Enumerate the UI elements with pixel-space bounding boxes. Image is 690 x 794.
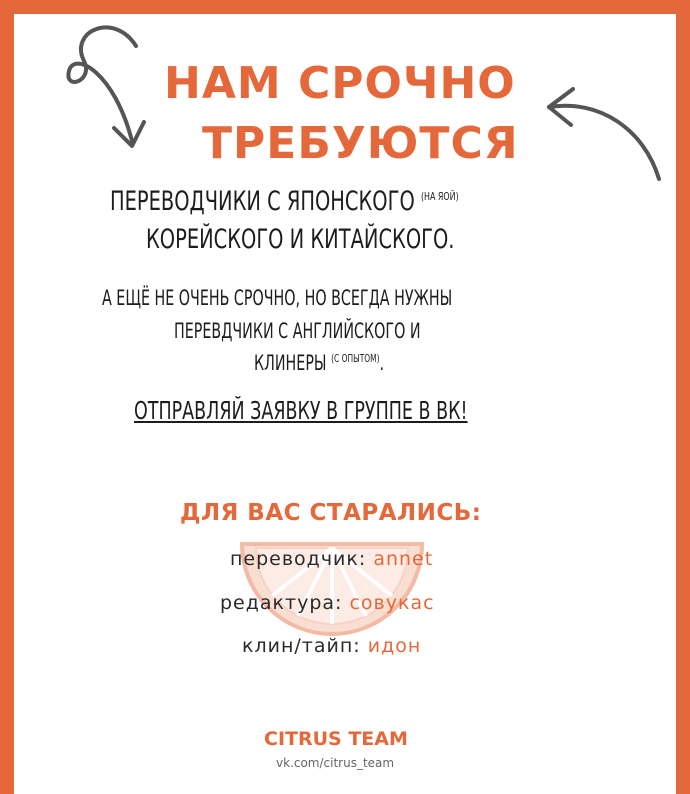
curly-arrow-left-icon xyxy=(54,16,164,156)
extra-line-3-text: КЛИНЕРЫ xyxy=(254,351,327,375)
team-link[interactable]: vk.com/citrus_team xyxy=(276,756,395,770)
credit-name: annet xyxy=(373,548,434,570)
credit-role: клин/тайп: xyxy=(242,635,361,657)
credit-name: идон xyxy=(367,635,422,657)
credit-role: редактура: xyxy=(220,592,343,614)
credit-row-editor xyxy=(220,592,435,614)
curved-arrow-right-icon xyxy=(529,69,674,189)
extra-line-1: А ЕЩЁ НЕ ОЧЕНЬ СРОЧНО, НО ВСЕГДА НУЖНЫ xyxy=(102,286,453,310)
credit-name: совукас xyxy=(349,592,435,614)
team-name: CITRUS TEAM xyxy=(264,728,408,750)
credit-row-cleaner xyxy=(242,635,421,657)
extra-line-3 xyxy=(254,351,384,375)
credit-row-translator xyxy=(230,548,433,570)
needs-line-1 xyxy=(110,186,459,217)
call-to-action: ОТПРАВЛЯЙ ЗАЯВКУ В ГРУППЕ В ВК! xyxy=(134,396,468,425)
needs-line-1-text: ПЕРЕВОДЧИКИ С ЯПОНСКОГО xyxy=(110,186,415,217)
needs-line-2: КОРЕЙСКОГО И КИТАЙСКОГО. xyxy=(146,224,455,255)
credit-role: переводчик: xyxy=(230,548,367,570)
extra-line-3-end: . xyxy=(379,351,385,375)
headline-line-1: НАМ СРОЧНО xyxy=(164,58,516,109)
headline-line-2: ТРЕБУЮТСЯ xyxy=(202,118,519,169)
poster-card xyxy=(14,14,676,794)
credits-title: ДЛЯ ВАС СТАРАЛИСЬ: xyxy=(180,500,482,526)
extra-line-3-note: (С ОПЫТОМ) xyxy=(331,352,380,365)
needs-line-1-note: (НА ЯОЙ) xyxy=(420,190,459,203)
extra-line-2: ПЕРЕВДЧИКИ С АНГЛИЙСКОГО И xyxy=(174,319,421,343)
